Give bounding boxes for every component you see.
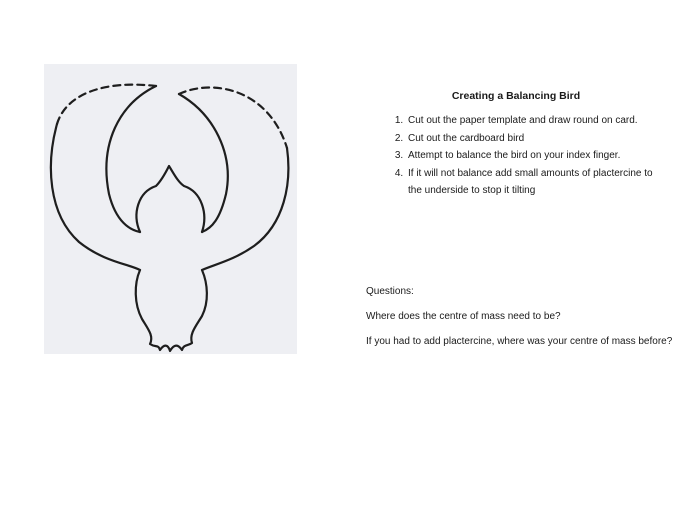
questions-heading: Questions: bbox=[366, 286, 414, 297]
right-wing-outer bbox=[202, 148, 288, 270]
right-wing-dashed-line bbox=[179, 88, 287, 148]
instruction-steps-list bbox=[366, 112, 666, 200]
questions-section bbox=[366, 283, 676, 358]
question-item: If you had to add plactercine, where was your centre of mass before? bbox=[366, 336, 673, 347]
bird-body bbox=[136, 270, 207, 351]
instruction-step: 3. Attempt to balance the bird on your index finger. bbox=[406, 147, 666, 165]
instructions-title: Creating a Balancing Bird bbox=[451, 90, 581, 102]
instruction-step: 1. Cut out the paper template and draw round on card. bbox=[406, 112, 666, 130]
bird-template-image bbox=[44, 64, 297, 354]
left-wing-dashed-line bbox=[57, 85, 156, 124]
left-wing-outer bbox=[51, 124, 140, 270]
instructions-section bbox=[366, 90, 666, 200]
bird-outline-drawing bbox=[44, 64, 297, 354]
instruction-step: 2. Cut out the cardboard bird bbox=[406, 130, 666, 148]
instruction-step: 4. If it will not balance add small amounts of plactercine to the underside to stop it tilting bbox=[406, 165, 666, 200]
question-item: Where does the centre of mass need to be? bbox=[366, 311, 561, 322]
left-wing-inner bbox=[106, 86, 156, 232]
bird-head bbox=[137, 166, 205, 232]
